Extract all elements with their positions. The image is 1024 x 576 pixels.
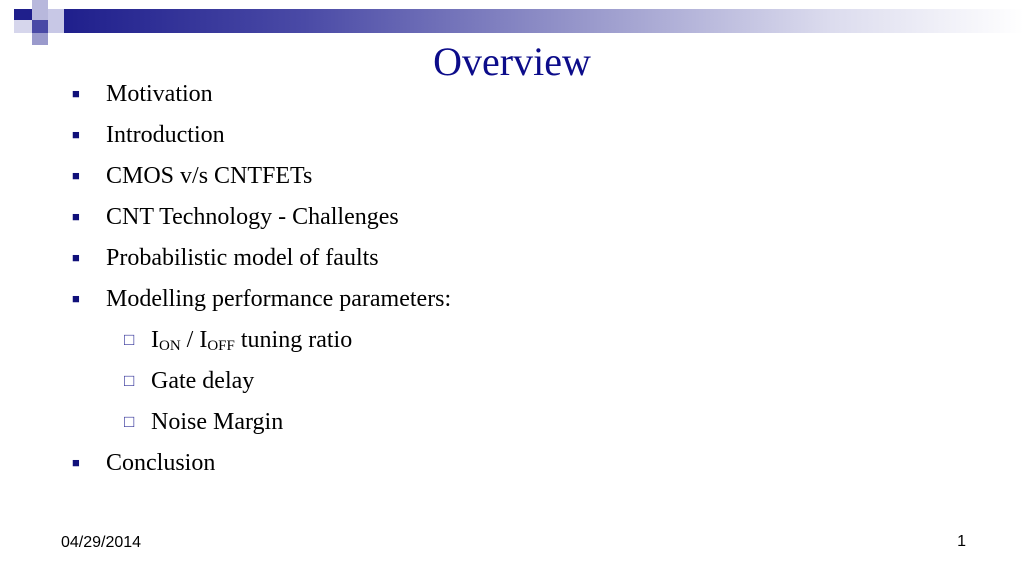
bullet-item — [72, 283, 972, 324]
bullet-item — [72, 201, 972, 242]
sub-bullet-text: Noise Margin — [151, 409, 284, 435]
bullet-marker: ■ — [72, 455, 80, 470]
bullet-item — [72, 160, 972, 201]
sub-bullet-item — [72, 365, 972, 406]
header-gradient-bar — [64, 9, 1024, 33]
bullet-text: CNT Technology - Challenges — [106, 204, 399, 230]
bullet-marker: ■ — [72, 127, 80, 142]
sub-bullet-marker: □ — [124, 371, 135, 390]
bullet-list — [72, 78, 972, 488]
sub-bullet-marker: □ — [124, 412, 135, 431]
bullet-text: Introduction — [106, 122, 225, 148]
subscript-on: ON — [159, 338, 181, 354]
header-square-dark — [32, 20, 48, 33]
bullet-text: Probabilistic model of faults — [106, 245, 379, 271]
bullet-item — [72, 242, 972, 283]
header-square-light — [48, 9, 64, 33]
bullet-marker: ■ — [72, 291, 80, 306]
bullet-item — [72, 119, 972, 160]
slide-title: Overview — [433, 39, 591, 84]
sub-bullet-text-prefix: I — [151, 327, 159, 353]
sub-bullet-text — [151, 324, 352, 356]
bullet-text: CMOS v/s CNTFETs — [106, 163, 313, 189]
bullet-marker: ■ — [72, 168, 80, 183]
slide-number: 1 — [957, 533, 966, 550]
footer-date: 04/29/2014 — [61, 534, 142, 551]
header-square-dark — [14, 9, 32, 20]
sub-bullet-text: Gate delay — [151, 368, 255, 394]
sub-bullet-item — [72, 324, 972, 365]
bullet-text: Modelling performance parameters: — [106, 286, 452, 312]
bullet-item — [72, 447, 972, 488]
sub-bullet-text-mid: / I — [180, 327, 208, 353]
sub-bullet-marker: □ — [124, 330, 135, 349]
header-square-light — [32, 0, 48, 20]
header-square-light — [14, 20, 32, 33]
subscript-off: OFF — [207, 338, 235, 354]
sub-bullet-item — [72, 406, 972, 447]
bullet-text: Conclusion — [106, 450, 216, 476]
sub-bullet-text-suffix: tuning ratio — [234, 327, 353, 353]
bullet-text: Motivation — [106, 81, 213, 107]
bullet-marker: ■ — [72, 209, 80, 224]
bullet-marker: ■ — [72, 86, 80, 101]
bullet-item — [72, 78, 972, 119]
bullet-marker: ■ — [72, 250, 80, 265]
